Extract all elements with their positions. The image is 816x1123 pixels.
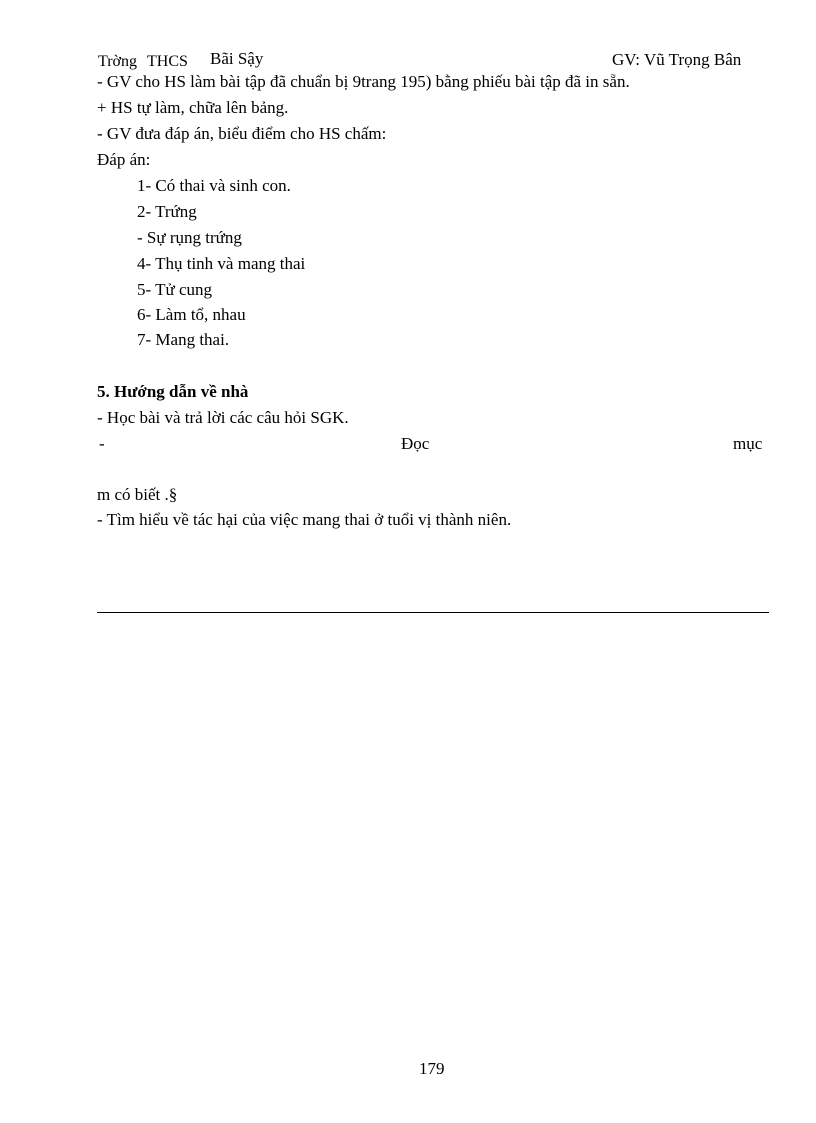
answer-item: - Sự rụng trứng — [137, 228, 242, 247]
answer-item: 2- Trứng — [137, 202, 197, 221]
body-line-1: - GV cho HS làm bài tập đã chuẩn bị 9trang 195) bằng phiếu bài tập đã in sẵn. — [97, 72, 630, 91]
answer-item: 6- Làm tổ, nhau — [137, 305, 246, 324]
header-school-prefix: Trờng — [98, 53, 137, 70]
page-number: 179 — [419, 1059, 445, 1078]
body-line-2: + HS tự làm, chữa lên bảng. — [97, 98, 289, 117]
homework-item-2-dash: - — [99, 434, 105, 453]
answers-label: Đáp án: — [97, 150, 151, 169]
header-teacher: GV: Vũ Trọng Bân — [612, 50, 742, 69]
header-school-type: THCS — [147, 53, 188, 70]
homework-item-3: - Tìm hiểu về tác hại của việc mang thai ở tuổi vị thành niên. — [97, 510, 512, 529]
answer-item: 7- Mang thai. — [137, 330, 230, 349]
homework-item-1: - Học bài và trả lời các câu hỏi SGK. — [97, 408, 349, 427]
answer-item: 5- Tử cung — [137, 280, 212, 299]
header-school-name: Bãi Sậy — [210, 49, 264, 68]
answer-item: 4- Thụ tinh và mang thai — [137, 254, 306, 273]
homework-item-2-word-muc: mục — [733, 434, 763, 453]
body-line-3: - GV đưa đáp án, biểu điểm cho HS chấm: — [97, 124, 387, 143]
homework-item-2-word-doc: Đọc — [401, 434, 430, 453]
answer-item: 1- Có thai và sinh con. — [137, 176, 291, 195]
homework-heading: 5. Hướng dẫn về nhà — [97, 382, 249, 401]
homework-item-2-continued: m có biết .§ — [97, 485, 178, 504]
section-divider — [97, 612, 769, 613]
